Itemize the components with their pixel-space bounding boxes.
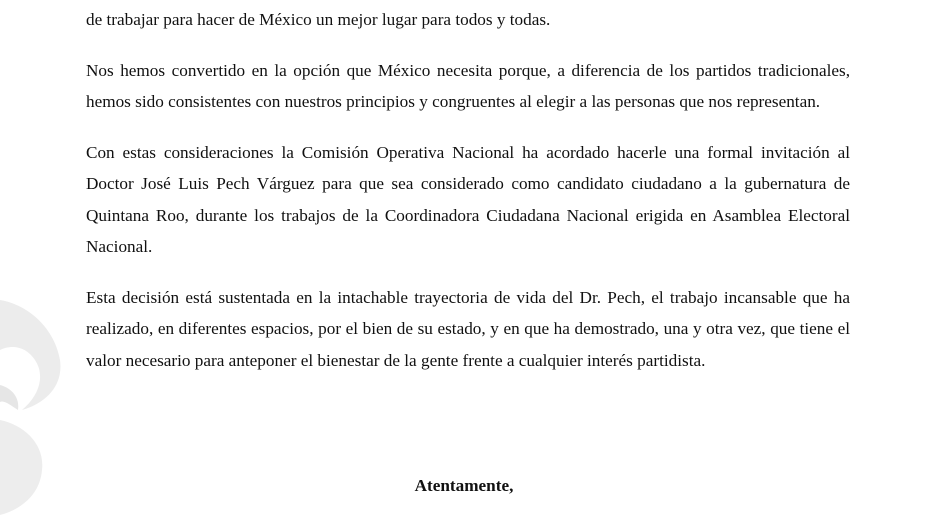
paragraph-2: Nos hemos convertido en la opción que México necesita porque, a diferencia de los partidos tradicionales, hemos sido consistentes con nuestros principios y congruentes al elegir a las personas que nos representan. (86, 60, 850, 111)
paragraph-1: de trabajar para hacer de México un mejor lugar para todos y todas. (86, 10, 551, 29)
closing-salutation: Atentamente, (414, 476, 514, 495)
watermark-shape-upper (0, 300, 60, 410)
watermark-shape-accent (0, 385, 18, 410)
letter-body (86, 4, 850, 395)
watermark-shape-lower (0, 420, 42, 515)
paragraph-3: Con estas consideraciones la Comisión Operativa Nacional ha acordado hacerle una formal invitación al Doctor José Luis Pech Várguez para que sea considerado como candidato ciudadano a la gubernatura de Quintana Roo, durante los trabajos de la Coordinadora Ciudadana Nacional erigida en Asamblea Electoral Nacional. (86, 142, 850, 256)
paragraph-4: Esta decisión está sustentada en la intachable trayectoria de vida del Dr. Pech, el trabajo incansable que ha realizado, en diferentes espacios, por el bien de su estado, y en que ha demostrado, una y otra vez, que tiene el valor necesario para anteponer el bienestar de la gente frente a cualquier interés partidista. (86, 287, 850, 370)
